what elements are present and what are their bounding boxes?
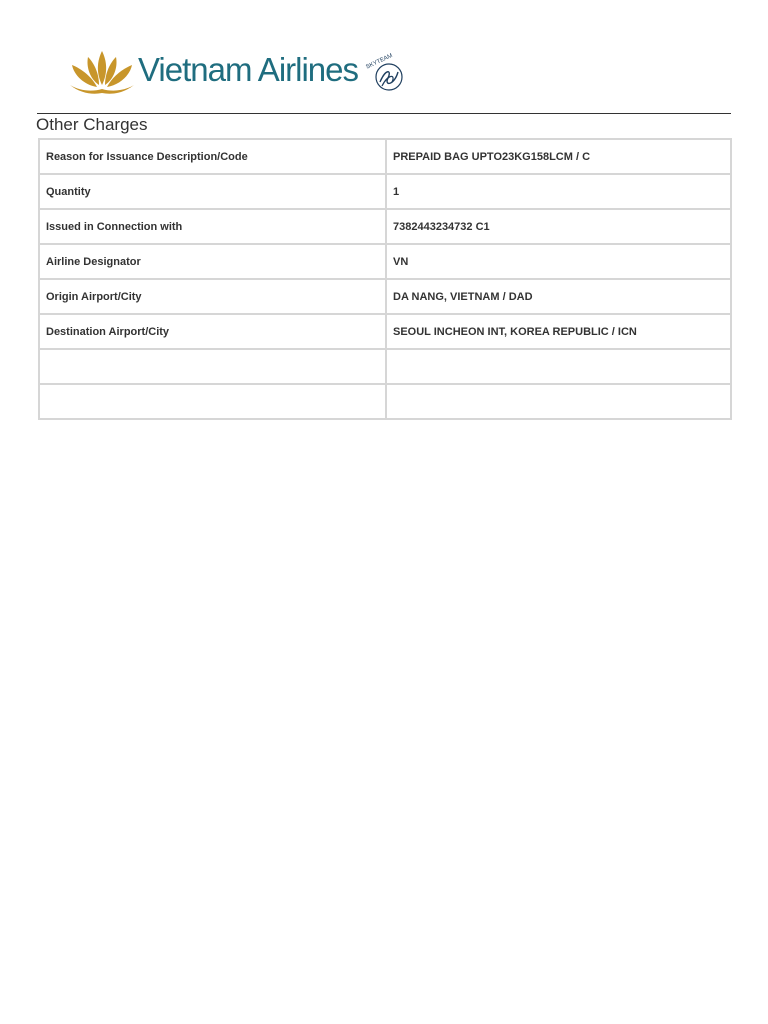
lotus-icon <box>66 47 138 97</box>
row-value: PREPAID BAG UPTO23KG158LCM / C <box>386 139 731 174</box>
row-value <box>386 349 731 384</box>
row-label <box>39 349 386 384</box>
table-row <box>39 174 731 209</box>
table-row-empty <box>39 349 731 384</box>
vietnam-airlines-logo <box>66 44 410 100</box>
table-row <box>39 209 731 244</box>
row-label <box>39 384 386 419</box>
other-charges-table <box>38 138 732 420</box>
table-row-empty <box>39 384 731 419</box>
airline-wordmark: Vietnam Airlines <box>138 50 359 88</box>
row-label: Quantity <box>39 174 386 209</box>
section-title: Other Charges <box>36 115 148 134</box>
row-value: 7382443234732 C1 <box>386 209 731 244</box>
table-row <box>39 314 731 349</box>
skyteam-label: SKYTEAM <box>365 53 394 71</box>
row-value: DA NANG, VIETNAM / DAD <box>386 279 731 314</box>
skyteam-swirl-icon <box>362 48 410 96</box>
row-value: 1 <box>386 174 731 209</box>
row-label: Reason for Issuance Description/Code <box>39 139 386 174</box>
row-label: Destination Airport/City <box>39 314 386 349</box>
row-label: Issued in Connection with <box>39 209 386 244</box>
row-value: SEOUL INCHEON INT, KOREA REPUBLIC / ICN <box>386 314 731 349</box>
row-label: Airline Designator <box>39 244 386 279</box>
row-value <box>386 384 731 419</box>
header-divider <box>37 113 731 114</box>
row-label: Origin Airport/City <box>39 279 386 314</box>
table-row <box>39 279 731 314</box>
table-row <box>39 244 731 279</box>
table-row <box>39 139 731 174</box>
row-value: VN <box>386 244 731 279</box>
